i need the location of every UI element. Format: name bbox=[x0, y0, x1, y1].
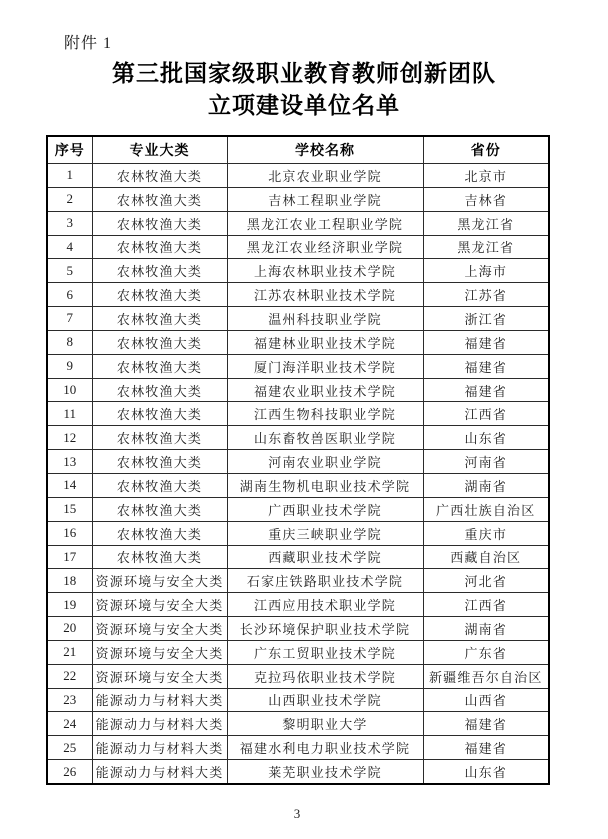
cell-province: 福建省 bbox=[423, 354, 549, 378]
cell-school: 广东工贸职业技术学院 bbox=[227, 640, 423, 664]
page-number: 3 bbox=[293, 806, 301, 821]
cell-province: 湖南省 bbox=[423, 617, 549, 641]
cell-category: 农林牧渔大类 bbox=[92, 307, 227, 331]
table-row bbox=[47, 402, 549, 426]
table-row bbox=[47, 593, 549, 617]
cell-school: 山西职业技术学院 bbox=[227, 688, 423, 712]
cell-no: 23 bbox=[47, 688, 92, 712]
cell-province: 重庆市 bbox=[423, 521, 549, 545]
table-row bbox=[47, 664, 549, 688]
cell-school: 江西应用技术职业学院 bbox=[227, 593, 423, 617]
cell-province: 广东省 bbox=[423, 640, 549, 664]
cell-category: 农林牧渔大类 bbox=[92, 330, 227, 354]
cell-no: 14 bbox=[47, 473, 92, 497]
cell-school: 长沙环境保护职业技术学院 bbox=[227, 617, 423, 641]
cell-no: 18 bbox=[47, 569, 92, 593]
cell-no: 5 bbox=[47, 259, 92, 283]
cell-school: 黑龙江农业经济职业学院 bbox=[227, 235, 423, 259]
cell-school: 黎明职业大学 bbox=[227, 712, 423, 736]
document-title-line2: 立项建设单位名单 bbox=[208, 93, 400, 118]
cell-school: 江苏农林职业技术学院 bbox=[227, 283, 423, 307]
cell-no: 9 bbox=[47, 354, 92, 378]
cell-category: 资源环境与安全大类 bbox=[92, 664, 227, 688]
cell-school: 黑龙江农业工程职业学院 bbox=[227, 211, 423, 235]
cell-school: 莱芜职业技术学院 bbox=[227, 760, 423, 784]
cell-no: 7 bbox=[47, 307, 92, 331]
cell-category: 农林牧渔大类 bbox=[92, 354, 227, 378]
cell-school: 河南农业职业学院 bbox=[227, 450, 423, 474]
cell-school: 吉林工程职业学院 bbox=[227, 187, 423, 211]
table-row bbox=[47, 330, 549, 354]
cell-no: 6 bbox=[47, 283, 92, 307]
cell-category: 农林牧渔大类 bbox=[92, 402, 227, 426]
cell-school: 广西职业技术学院 bbox=[227, 497, 423, 521]
header-cell-school: 学校名称 bbox=[227, 136, 423, 164]
table-row bbox=[47, 640, 549, 664]
cell-school: 温州科技职业学院 bbox=[227, 307, 423, 331]
cell-no: 20 bbox=[47, 617, 92, 641]
table-row bbox=[47, 450, 549, 474]
table-row bbox=[47, 545, 549, 569]
cell-province: 湖南省 bbox=[423, 473, 549, 497]
cell-category: 农林牧渔大类 bbox=[92, 283, 227, 307]
table-row bbox=[47, 521, 549, 545]
table-row bbox=[47, 187, 549, 211]
cell-school: 北京农业职业学院 bbox=[227, 164, 423, 188]
cell-province: 浙江省 bbox=[423, 307, 549, 331]
cell-no: 3 bbox=[47, 211, 92, 235]
cell-province: 江西省 bbox=[423, 402, 549, 426]
table-row bbox=[47, 259, 549, 283]
table-row bbox=[47, 426, 549, 450]
cell-category: 资源环境与安全大类 bbox=[92, 569, 227, 593]
cell-school: 湖南生物机电职业技术学院 bbox=[227, 473, 423, 497]
cell-category: 资源环境与安全大类 bbox=[92, 640, 227, 664]
cell-category: 农林牧渔大类 bbox=[92, 497, 227, 521]
table-row bbox=[47, 473, 549, 497]
table-header-row bbox=[47, 136, 549, 164]
document-title-line1: 第三批国家级职业教育教师创新团队 bbox=[112, 61, 496, 86]
cell-province: 福建省 bbox=[423, 736, 549, 760]
table-row bbox=[47, 617, 549, 641]
cell-no: 24 bbox=[47, 712, 92, 736]
cell-school: 石家庄铁路职业技术学院 bbox=[227, 569, 423, 593]
cell-province: 黑龙江省 bbox=[423, 211, 549, 235]
cell-no: 11 bbox=[47, 402, 92, 426]
cell-no: 26 bbox=[47, 760, 92, 784]
table-header bbox=[47, 136, 549, 164]
cell-school: 福建水利电力职业技术学院 bbox=[227, 736, 423, 760]
table-row bbox=[47, 569, 549, 593]
cell-province: 江西省 bbox=[423, 593, 549, 617]
cell-category: 能源动力与材料大类 bbox=[92, 712, 227, 736]
cell-no: 10 bbox=[47, 378, 92, 402]
cell-province: 北京市 bbox=[423, 164, 549, 188]
cell-category: 农林牧渔大类 bbox=[92, 259, 227, 283]
cell-school: 福建农业职业技术学院 bbox=[227, 378, 423, 402]
cell-school: 福建林业职业技术学院 bbox=[227, 330, 423, 354]
cell-school: 西藏职业技术学院 bbox=[227, 545, 423, 569]
table-row bbox=[47, 760, 549, 784]
table-row bbox=[47, 378, 549, 402]
cell-school: 江西生物科技职业学院 bbox=[227, 402, 423, 426]
cell-category: 农林牧渔大类 bbox=[92, 426, 227, 450]
table-row bbox=[47, 307, 549, 331]
cell-category: 能源动力与材料大类 bbox=[92, 688, 227, 712]
cell-category: 农林牧渔大类 bbox=[92, 235, 227, 259]
cell-category: 能源动力与材料大类 bbox=[92, 736, 227, 760]
cell-province: 河北省 bbox=[423, 569, 549, 593]
header-cell-category: 专业大类 bbox=[92, 136, 227, 164]
attachment-label: 附件 1 bbox=[64, 35, 113, 52]
cell-province: 山东省 bbox=[423, 426, 549, 450]
cell-no: 21 bbox=[47, 640, 92, 664]
cell-school: 山东畜牧兽医职业学院 bbox=[227, 426, 423, 450]
cell-no: 13 bbox=[47, 450, 92, 474]
cell-category: 农林牧渔大类 bbox=[92, 450, 227, 474]
cell-province: 福建省 bbox=[423, 378, 549, 402]
cell-no: 25 bbox=[47, 736, 92, 760]
cell-province: 江苏省 bbox=[423, 283, 549, 307]
cell-category: 农林牧渔大类 bbox=[92, 545, 227, 569]
cell-no: 1 bbox=[47, 164, 92, 188]
cell-province: 西藏自治区 bbox=[423, 545, 549, 569]
cell-no: 8 bbox=[47, 330, 92, 354]
cell-province: 河南省 bbox=[423, 450, 549, 474]
table-row bbox=[47, 497, 549, 521]
cell-school: 克拉玛依职业技术学院 bbox=[227, 664, 423, 688]
cell-category: 资源环境与安全大类 bbox=[92, 593, 227, 617]
cell-category: 农林牧渔大类 bbox=[92, 378, 227, 402]
cell-no: 17 bbox=[47, 545, 92, 569]
cell-category: 农林牧渔大类 bbox=[92, 473, 227, 497]
table-row bbox=[47, 736, 549, 760]
cell-category: 农林牧渔大类 bbox=[92, 164, 227, 188]
roster-table bbox=[46, 135, 550, 785]
cell-category: 能源动力与材料大类 bbox=[92, 760, 227, 784]
cell-province: 吉林省 bbox=[423, 187, 549, 211]
cell-province: 山西省 bbox=[423, 688, 549, 712]
table-row bbox=[47, 211, 549, 235]
table-row bbox=[47, 235, 549, 259]
cell-province: 新疆维吾尔自治区 bbox=[423, 664, 549, 688]
cell-no: 2 bbox=[47, 187, 92, 211]
cell-province: 福建省 bbox=[423, 330, 549, 354]
cell-province: 黑龙江省 bbox=[423, 235, 549, 259]
cell-category: 农林牧渔大类 bbox=[92, 521, 227, 545]
table-row bbox=[47, 688, 549, 712]
cell-no: 19 bbox=[47, 593, 92, 617]
table-row bbox=[47, 354, 549, 378]
cell-no: 15 bbox=[47, 497, 92, 521]
table-row bbox=[47, 164, 549, 188]
cell-category: 农林牧渔大类 bbox=[92, 211, 227, 235]
header-cell-no: 序号 bbox=[47, 136, 92, 164]
cell-no: 16 bbox=[47, 521, 92, 545]
cell-province: 福建省 bbox=[423, 712, 549, 736]
table-row bbox=[47, 712, 549, 736]
cell-school: 重庆三峡职业学院 bbox=[227, 521, 423, 545]
cell-no: 4 bbox=[47, 235, 92, 259]
document-title bbox=[0, 58, 608, 122]
cell-category: 资源环境与安全大类 bbox=[92, 617, 227, 641]
cell-school: 上海农林职业技术学院 bbox=[227, 259, 423, 283]
header-cell-province: 省份 bbox=[423, 136, 549, 164]
table-row bbox=[47, 283, 549, 307]
cell-school: 厦门海洋职业技术学院 bbox=[227, 354, 423, 378]
cell-province: 广西壮族自治区 bbox=[423, 497, 549, 521]
table-body bbox=[47, 164, 549, 784]
cell-category: 农林牧渔大类 bbox=[92, 187, 227, 211]
cell-province: 山东省 bbox=[423, 760, 549, 784]
cell-province: 上海市 bbox=[423, 259, 549, 283]
cell-no: 12 bbox=[47, 426, 92, 450]
cell-no: 22 bbox=[47, 664, 92, 688]
